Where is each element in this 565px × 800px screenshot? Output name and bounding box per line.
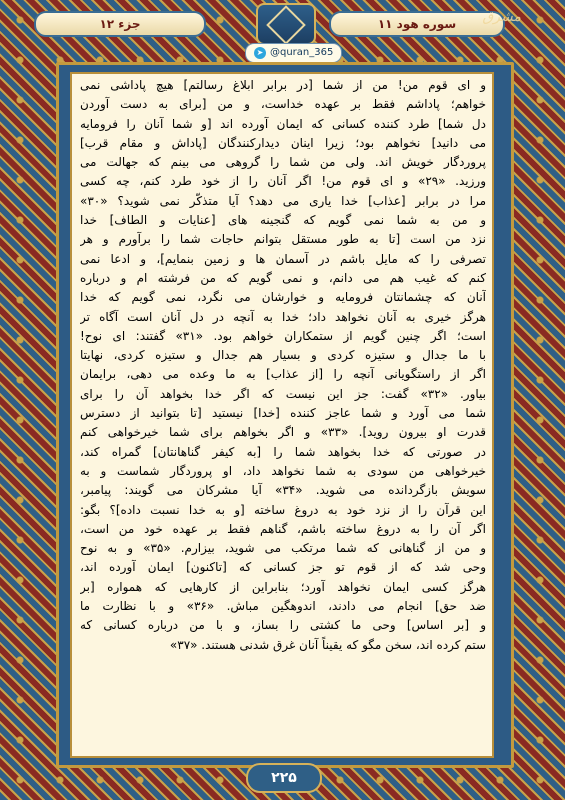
text-line: آنان که چشمانتان فرومایه و خوارشان می نگرد، نمی گویم که خدا xyxy=(80,290,486,305)
text-line: پروردگار خویش اند. ولی من شما را گروهی می بینم که جهالت می xyxy=(80,155,486,170)
text-line: اگر از راستگویانی آنچه را [از عذاب] به ما وعده می دهی، برایمان xyxy=(80,367,486,382)
text-line: ورزید. «۲۹» و ای قوم من! اگر آنان را از خود طرد کنم، چه کسی xyxy=(80,174,486,189)
text-line: می دانید] نخواهم بود؛ زیرا اینان دیدارکنندگان [پاداش و مقام قرب] xyxy=(80,135,486,150)
page-number: ۲۲۵ xyxy=(246,763,322,793)
text-line: ضد حق] انجام می دادند، اندوهگین مباش. «۳۶» و با نظارت ما xyxy=(80,599,486,614)
text-line: در صورتی که خدا بخواهد شما را [به کیفر گناهانتان] گمراه کند، xyxy=(80,444,486,459)
text-line: تصرفی را که مایل باشم در آسمان ها و زمین بنمایم]، و ادعا نمی xyxy=(80,251,486,266)
brand-logo: مشرق xyxy=(482,9,521,25)
quran-emblem-icon xyxy=(256,3,316,45)
text-line: و من به شما نمی گویم که گنجینه های [عنایات و الطاف] خدا xyxy=(80,213,486,228)
text-line: و ای قوم من! من از شما [در برابر ابلاغ رسالتم] هیچ پاداشی نمی xyxy=(80,78,486,92)
text-line: این قرآن را از نزد خود به دروغ ساخته [و به خدا نسبت داده]؟ بگو: xyxy=(80,502,486,517)
juz-label: جزء ۱۲ xyxy=(34,11,206,37)
text-line: سویش بازگردانده می شوید. «۳۴» آیا مشرکان می گویند: پیامبر، xyxy=(80,483,486,498)
channel-handle-text: @quran_365 xyxy=(270,47,334,58)
text-line: با ما جدال و ستیزه کردی و بسیار هم جدال و ستیزه کردی، نهایتا xyxy=(80,348,486,363)
text-line: ستم کرده اند، سخن مگو که یقیناً آنان غرق شدنی هستند. «۳۷» xyxy=(169,637,486,652)
page-header xyxy=(34,3,531,43)
text-line: بیاور. «۳۲» گفت: جز این نیست که اگر خدا بخواهد آن را برای xyxy=(80,386,486,401)
telegram-icon: ➤ xyxy=(254,47,266,59)
text-line: شما می آورد و شما عاجز کننده [خدا] نیستید [تا بتوانید از دسترس xyxy=(80,406,486,421)
text-line: اگر آن را به دروغ ساخته باشم، گناهم فقط بر عهده خود من است، xyxy=(80,521,486,536)
surah-label: سوره هود ۱۱ xyxy=(329,11,505,37)
channel-handle[interactable] xyxy=(245,43,342,63)
text-line: مرا در برابر [عذاب] خدا یاری می دهد؟ آیا متذکّر نمی شوید؟ «۳۰» xyxy=(80,193,486,208)
text-line: وحی شد که از قوم تو جز کسانی که [تاکنون] ایمان آورده اند، xyxy=(80,560,486,575)
text-line: دل شما] طرد کننده کسانی که ایمان آورده اند [و شما آنان را فرومایه xyxy=(80,116,486,131)
text-line: کنم که غیب هم می دانم، و نمی گویم که من فرشته ام و درباره xyxy=(80,270,486,285)
text-line: و من از گناهانی که شما مرتکب می شوید، بیزارم. «۳۵» و به نوح xyxy=(80,541,486,556)
text-line: خیرخواهی من سودی به شما نخواهد داد، او پروردگار شماست و به xyxy=(80,463,486,478)
text-line: هرگز خیری به آنان نخواهد داد؛ خدا به آنچه در دل آنان است آگاه تر xyxy=(80,309,486,324)
text-line: هرگز کسی ایمان نخواهد آورد؛ بنابراین از کارهایی که همواره [بر xyxy=(80,579,486,594)
text-line: است؛ اگر چنین گویم از ستمکاران خواهم بود. «۳۱» گفتند: ای نوح! xyxy=(80,328,486,343)
text-line: قدرت او بیرون روید]. «۳۳» و اگر بخواهم برای شما خیرخواهی کنم xyxy=(80,425,486,440)
text-line: نزد من است [تا به طور مستقل بتوانم حاجات شما را برآورم و هر xyxy=(80,232,486,247)
verse-text-block xyxy=(80,76,486,752)
text-panel xyxy=(70,72,494,758)
text-line: و [بر اساس] وحی ما کشتی را بساز، و با من درباره کسانی که xyxy=(80,618,486,633)
text-line: خواهم؛ پاداشم فقط بر عهده خداست، و من [برای به دست آوردن xyxy=(80,97,486,112)
